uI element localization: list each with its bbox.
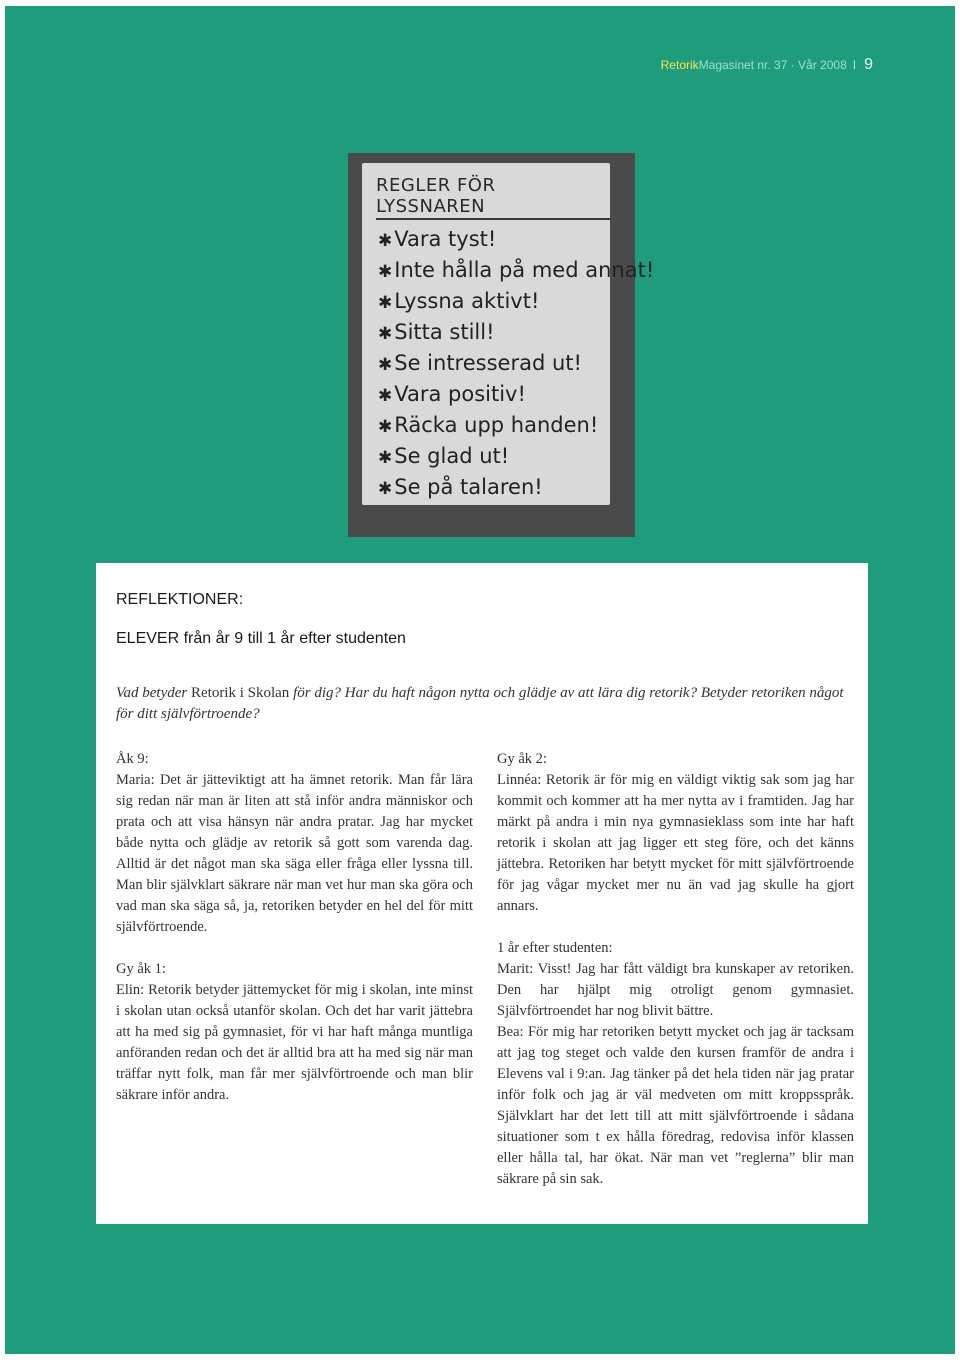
intro-part-1: Vad betyder (116, 685, 188, 701)
page-header (5, 56, 873, 74)
intro-part-3: för dig? Har du haft någon nytta och glädje av att lära dig retorik? Betyder retoriken något för ditt självförtroende? (116, 685, 844, 722)
poster-rule (378, 410, 610, 441)
poster-rule (378, 255, 655, 286)
poster-rules (362, 224, 655, 503)
asterisk-icon: ✱ (378, 231, 393, 251)
answer-text: Linnéa: Retorik är för mig en väldigt viktig sak som jag har kommit och kommer att ha mer nytta av i framtiden. Jag har märkt på andra i min nya gymnasieklass som inte har haft retorik i skolan att jag ligger ett steg före, och det känns jättebra. Retoriken har betytt mycket för mitt självförtroende för jag vågar mycket mer nu än vad jag skulle ha gjort annars. (497, 772, 854, 914)
answer-block (116, 749, 473, 938)
magazine-page (5, 6, 955, 1354)
poster-rule (378, 286, 610, 317)
poster-rule (378, 472, 610, 503)
grade-label: Åk 9: (116, 751, 149, 767)
grade-label: 1 år efter studenten: (497, 940, 613, 956)
answer-text: Maria: Det är jätteviktigt att ha ämnet retorik. Man får lära sig redan när man är liten att stå inför andra människor och prata och att visa hänsyn när andra pratar. Jag har mycket både nytta och glädje av retorik så gott som varenda dag. Alltid är det något man ska säga eller fråga eller lyssna till. Man blir självklart säkrare när man vet hur man ska göra och vad man ska säga så, ja, retoriken betyder en hel del för mitt självförtroende. (116, 772, 473, 935)
poster-rule-text: Räcka upp handen! (394, 413, 599, 437)
poster-rule-text: Vara positiv! (394, 382, 526, 406)
answer-block (497, 749, 854, 917)
poster-rule (378, 317, 610, 348)
article-heading: REFLEKTIONER: (116, 591, 244, 608)
poster-rule (378, 224, 610, 255)
answer-block (116, 959, 473, 1106)
answer-text: Bea: För mig har retoriken betytt mycket och jag är tacksam att jag tog steget och valde den kursen framför de andra i Elevens val i 9:an. Jag tänker på det hela tiden när jag pratar inför folk och jag är väl medveten om mitt kroppsspråk. Självklart har det lett till att mitt självförtroende i sådana situationer som t ex hålla föredrag, redovisa inför klassen eller hålla tal, har ökat. När man vet ”reglerna” blir man säkrare på sin sak. (497, 1024, 854, 1187)
poster-rule-text: Se intresserad ut! (394, 351, 582, 375)
header-separator: I (852, 58, 857, 72)
poster-title: REGLER FÖR LYSSNAREN (376, 175, 610, 220)
article-intro (116, 683, 856, 725)
left-column (116, 749, 473, 1127)
answer-block (497, 938, 854, 1190)
poster-rule (378, 379, 610, 410)
asterisk-icon: ✱ (378, 386, 393, 406)
poster-rule-text: Vara tyst! (394, 227, 497, 251)
poster-photo (348, 153, 655, 537)
asterisk-icon: ✱ (378, 355, 393, 375)
poster-rule-text: Sitta still! (394, 320, 495, 344)
magazine-issue: Magasinet nr. 37 · Vår 2008 (698, 58, 847, 72)
brand-name: Retorik (660, 58, 699, 72)
poster-rule-text: Se på talaren! (394, 475, 543, 499)
asterisk-icon: ✱ (378, 479, 393, 499)
asterisk-icon: ✱ (378, 448, 393, 468)
answer-text: Marit: Visst! Jag har fått väldigt bra kunskaper av retoriken. Den har hjälpt mig otroligt genom gymnasiet. Självförtroendet har nog blivit bättre. (497, 961, 854, 1019)
right-column (497, 749, 854, 1211)
grade-label: Gy åk 1: (116, 961, 166, 977)
asterisk-icon: ✱ (378, 324, 393, 344)
poster (362, 163, 655, 505)
asterisk-icon: ✱ (378, 293, 393, 313)
poster-rule (378, 441, 610, 472)
poster-rule-text: Lyssna aktivt! (394, 289, 540, 313)
poster-rule-text: Se glad ut! (394, 444, 510, 468)
poster-rule (378, 348, 610, 379)
grade-label: Gy åk 2: (497, 751, 547, 767)
answer-text: Elin: Retorik betyder jättemycket för mig i skolan, inte minst i skolan utan också utanför skolan. Och det har varit jättebra att ha med sig på gymnasiet, för vi har haft många muntliga anföranden redan och det är alltid bra att ha med sig när man träffar nytt folk, man får mer självförtroende och man blir säkrare inför andra. (116, 982, 473, 1103)
intro-part-2: Retorik i Skolan (190, 685, 290, 701)
page-number: 9 (864, 56, 873, 73)
poster-rule-text: Inte hålla på med annat! (394, 258, 655, 282)
asterisk-icon: ✱ (378, 417, 393, 437)
asterisk-icon: ✱ (378, 262, 393, 282)
article-subheading: ELEVER från år 9 till 1 år efter studenten (116, 630, 406, 647)
article-card (96, 563, 868, 1224)
